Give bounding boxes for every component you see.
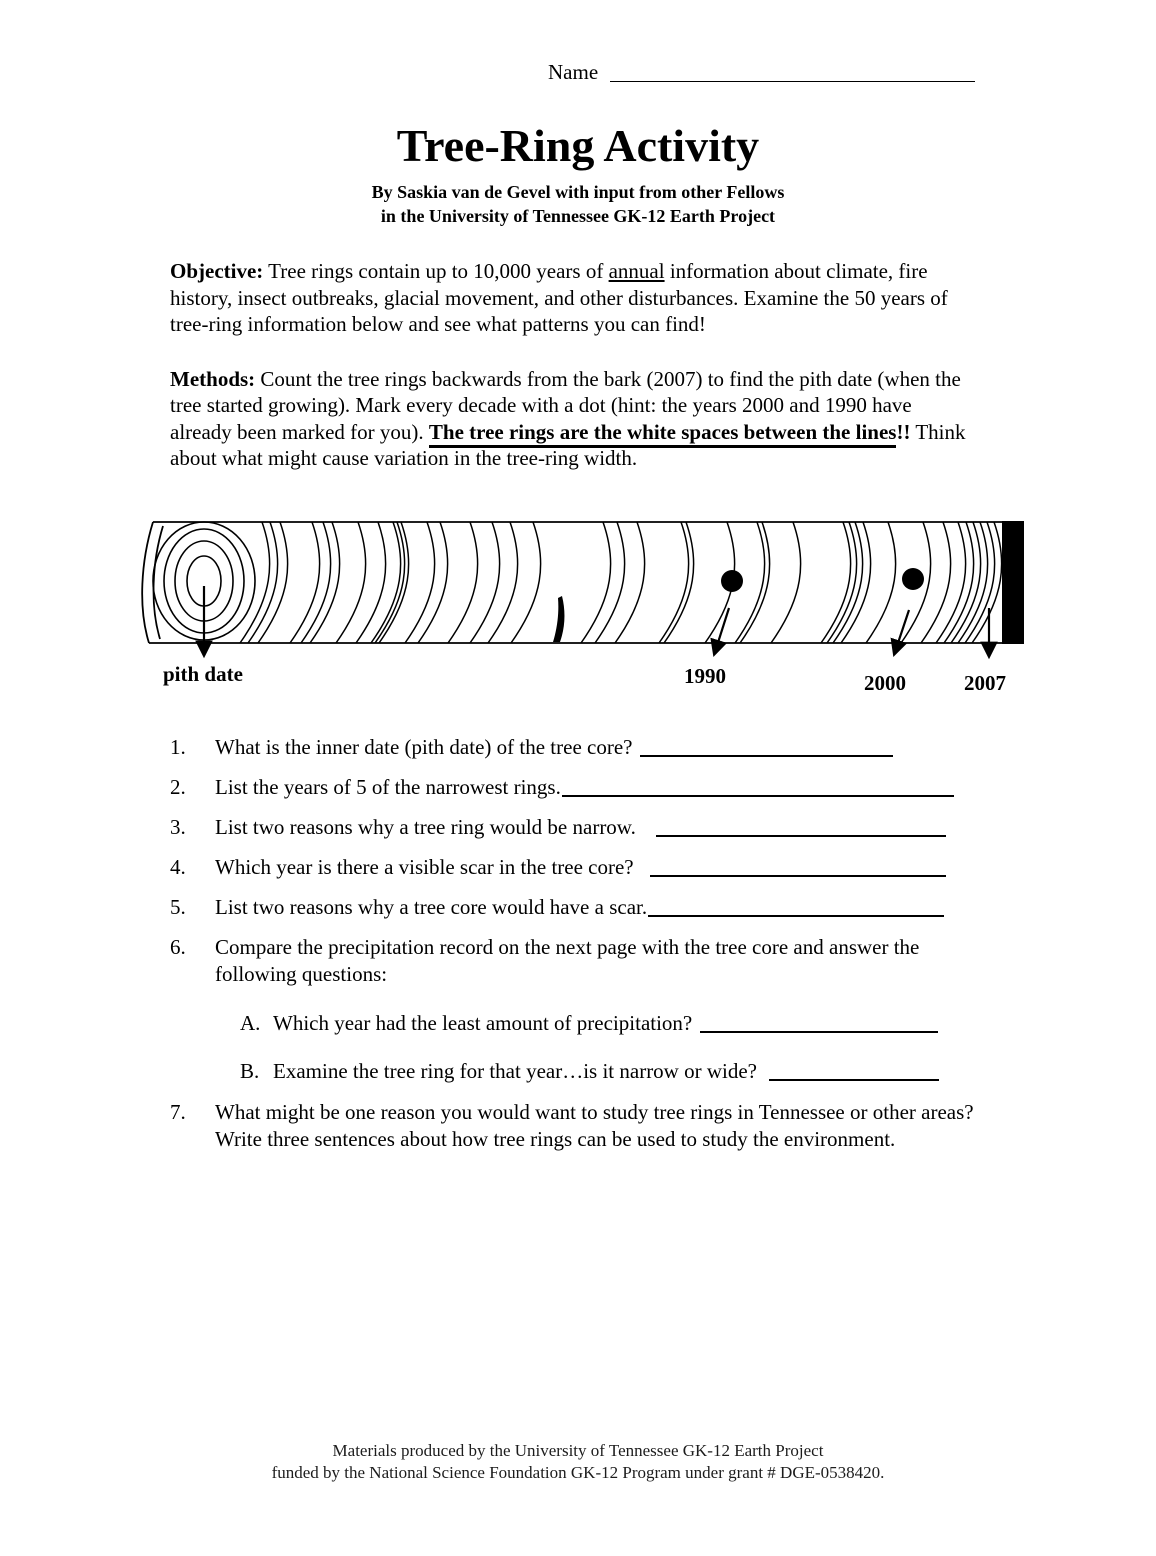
name-label: Name [548,60,599,84]
page-title: Tree-Ring Activity [396,120,760,171]
methods-label: Methods: [170,366,256,391]
question-1-number: 1. [170,734,186,759]
question-7-number: 7. [170,1099,186,1124]
question-1-text: What is the inner date (pith date) of the tree core? [215,734,633,759]
tree-core-svg [133,516,1025,668]
methods-emphasis: The tree rings are the white spaces between the lines [429,420,897,448]
question-5-text: List two reasons why a tree core would have a scar. [215,894,648,919]
decade-dot-2000 [902,568,924,590]
answer-line-q4 [650,854,946,877]
name-row [548,60,1156,85]
objective-paragraph [170,258,970,338]
question-2 [170,774,1156,801]
methods-text-after: Think about what might cause variation in the tree-ring width. [170,419,966,470]
question-1 [170,734,1156,761]
year-label-2007: 2007 [964,670,1006,695]
question-6a [240,1010,1156,1036]
year-label-2000: 2000 [864,670,906,695]
core-outline [142,522,1013,643]
answer-line-q1 [640,734,893,757]
question-3-text: List two reasons why a tree ring would be narrow. [215,814,636,839]
tree-core-diagram [0,516,1156,712]
answer-line-q3 [656,814,946,837]
byline [0,180,1156,228]
question-3 [170,814,1156,841]
footer [0,1440,1156,1484]
questions-list [170,734,1156,1153]
question-6a-letter: A. [240,1010,261,1035]
name-blank-line [610,60,975,82]
objective-text-after: information about climate, fire history, insect outbreaks, glacial movement, and other disturbances. Examine the 50 years of tree-ring information below and see what patterns you can find! [170,259,948,336]
question-6 [170,934,1156,988]
question-4-text: Which year is there a visible scar in the tree core? [215,854,634,879]
question-2-number: 2. [170,774,186,799]
question-6b [240,1058,1156,1084]
answer-line-q5 [648,894,944,917]
ring-lines [240,522,1002,643]
question-7-text: What might be one reason you would want to study tree rings in Tennessee or other areas? Write three sentences about how tree rings can be used to study the environment. [215,1099,974,1151]
year-label-1990: 1990 [684,663,726,688]
answer-line-q6a [700,1010,938,1033]
worksheet-page [0,60,1156,1482]
question-4-number: 4. [170,854,186,879]
byline-line1: By Saskia van de Gevel with input from other Fellows [371,182,785,202]
question-6b-text: Examine the tree ring for that year…is it narrow or wide? [273,1058,757,1083]
answer-line-q2 [562,774,954,797]
pith-date-label: pith date [163,661,243,686]
question-2-text: List the years of 5 of the narrowest rings. [215,774,561,799]
objective-text-before: Tree rings contain up to 10,000 years of [268,259,604,283]
decade-dot-1990 [721,570,743,592]
footer-line1: Materials produced by the University of Tennessee GK-12 Earth Project [332,1441,824,1460]
bark-bar [1002,521,1024,644]
question-5-number: 5. [170,894,186,919]
question-4 [170,854,1156,881]
scar-mark [553,596,564,642]
question-6-number: 6. [170,934,186,959]
footer-line2: funded by the National Science Foundation GK-12 Program under grant # DGE-0538420. [271,1463,885,1482]
objective-underlined-word: annual [608,259,665,283]
answer-line-q6b [769,1058,939,1081]
objective-label: Objective: [170,259,264,283]
methods-emphasis-marks: !! [896,419,911,444]
question-5 [170,894,1156,921]
question-3-number: 3. [170,814,186,839]
methods-text-before: Count the tree rings backwards from the bark (2007) to find the pith date (when the tree started growing). Mark every decade with a dot (hint: the years 2000 and 1990 have already been marked for you). [170,366,961,444]
question-6b-letter: B. [240,1058,260,1083]
methods-paragraph [170,366,970,472]
question-6a-text: Which year had the least amount of precipitation? [273,1010,693,1035]
question-6-text: Compare the precipitation record on the next page with the tree core and answer the following questions: [215,934,920,986]
arrow-2000 [895,610,909,652]
byline-line2: in the University of Tennessee GK-12 Earth Project [380,206,776,226]
question-7 [170,1099,1156,1153]
